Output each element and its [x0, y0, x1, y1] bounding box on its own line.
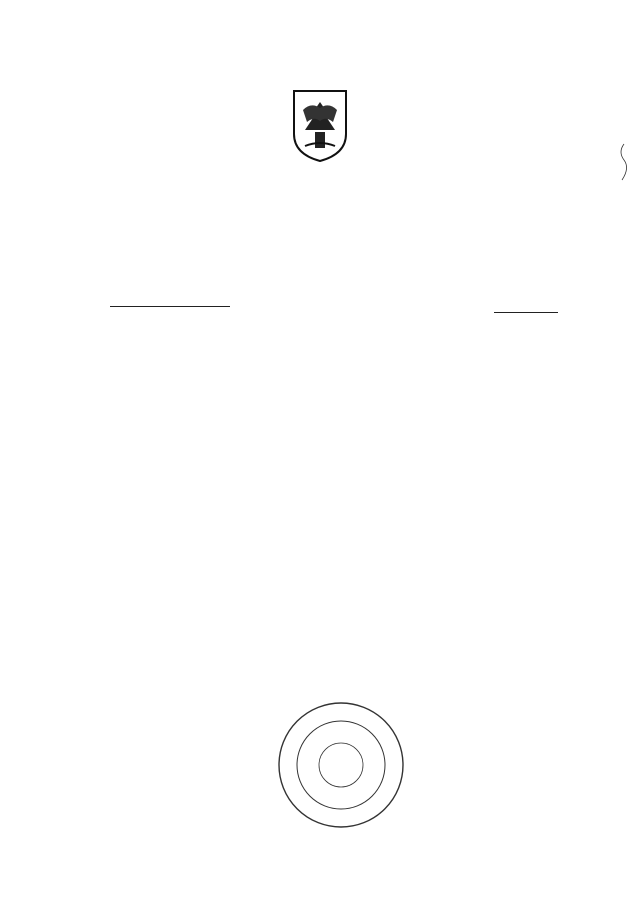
document-number [480, 302, 558, 318]
document-date [110, 302, 230, 307]
coat-of-arms-emblem [291, 88, 349, 164]
official-seal-stamp [276, 700, 406, 830]
margin-handwritten-mark [614, 142, 634, 182]
number-value [494, 308, 558, 313]
